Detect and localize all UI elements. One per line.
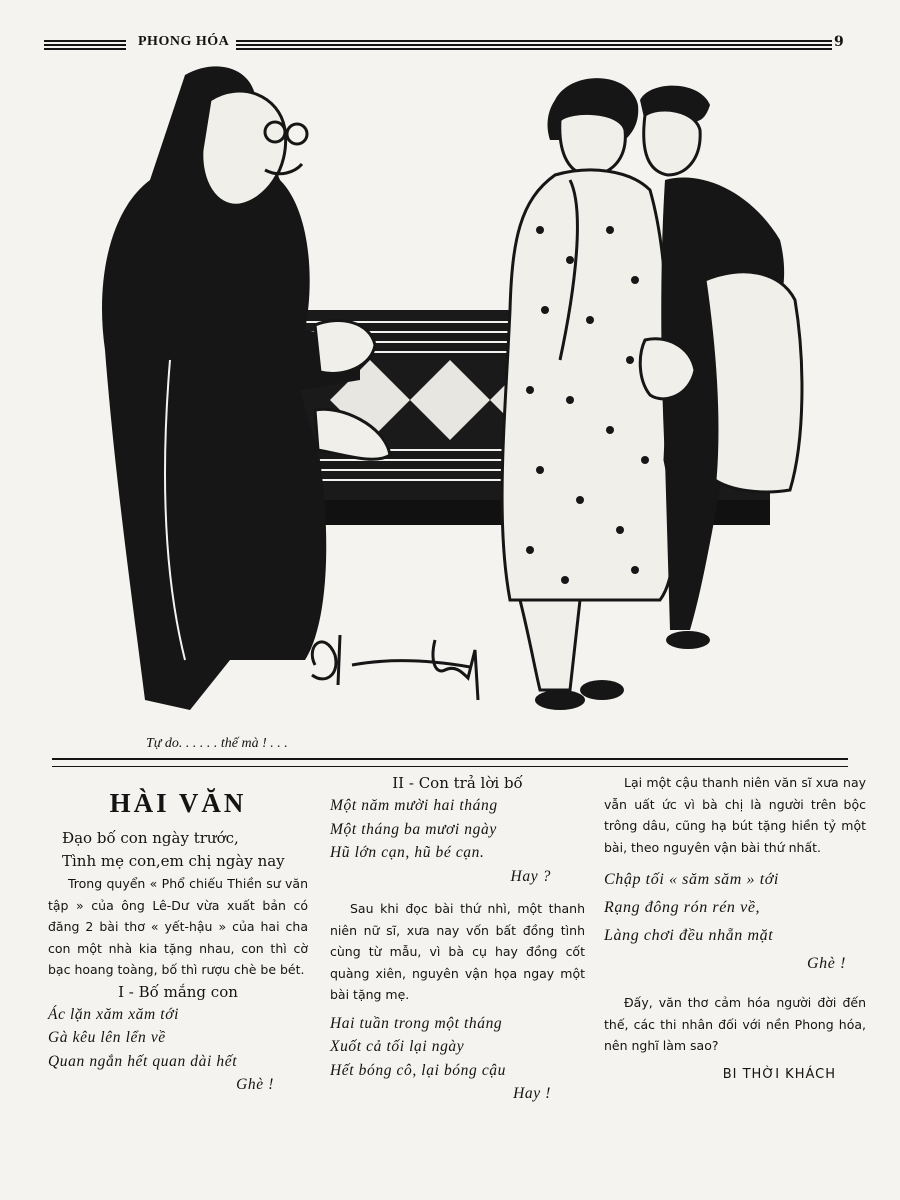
poem-line: Hũ lớn cạn, hũ bé cạn. — [330, 844, 485, 861]
middle-paragraph: Sau khi đọc bài thứ nhì, một thanh niên nữ sĩ, xưa nay vốn bất đồng tình cùng từ mẫu, vì bà cụ hay đồng cốt quàng xiên, nguyên vận họa ngay một bài tặng mẹ. — [330, 901, 585, 1002]
masthead-rule-right — [236, 40, 832, 50]
article-column-3 — [604, 772, 866, 1082]
section-2-title: II - Con trả lời bố — [392, 774, 523, 792]
article-column-1 — [48, 772, 308, 1097]
poem-1 — [48, 1003, 308, 1097]
poem-final-word: Ghè ! — [807, 955, 846, 972]
intro-paragraph: Trong quyển « Phổ chiếu Thiền sư văn tập » của ông Lê-Dư vừa xuất bản có đăng 2 bài thơ « yết-hậu » của hai cha con một nhà kia tặng nhau, con thì cờ bạc hoang toàng, bố thì rượu chè be bét. — [48, 876, 308, 977]
poem-line: Xuốt cả tối lại ngày — [330, 1038, 465, 1055]
page-number: 9 — [834, 34, 844, 50]
poem-final-word: Hay ! — [513, 1085, 551, 1102]
masthead — [44, 34, 844, 56]
poem-line: Một tháng ba mươi ngày — [330, 820, 497, 838]
cartoon-illustration — [90, 60, 830, 730]
poem-line: Quan ngắn hết quan dài hết — [48, 1052, 238, 1070]
poem-line: Làng chơi đều nhẵn mặt — [604, 927, 774, 944]
masthead-rule-left — [44, 40, 126, 50]
poem-2 — [330, 794, 585, 888]
poem-final-word: Ghè ! — [236, 1076, 274, 1093]
poem-4 — [604, 866, 866, 978]
epigraph-line: Tình mẹ con,em chị ngày nay — [62, 852, 285, 870]
poem-line: Ác lặn xăm xăm tới — [48, 1005, 179, 1023]
closing-paragraph: Đấy, văn thơ cảm hóa người đời đến thế, các thi nhân đối với nền Phong hóa, nên nghĩ làm sao? — [604, 995, 866, 1053]
right-paragraph: Lại một cậu thanh niên văn sĩ xưa nay vẫn uất ức vì bà chị là người trên bộc trông dâu, cũng hạ bút tặng hiền tỷ một bài, theo nguyên vận bài thứ nhất. — [604, 775, 866, 855]
article-headline: HÀI VĂN — [109, 788, 247, 818]
artist-signature — [312, 635, 478, 700]
poem-line: Một năm mười hai tháng — [330, 797, 498, 814]
cartoon-caption: Tự do. . . . . . thế mà ! . . . — [146, 736, 288, 751]
poem-line: Hết bóng cô, lại bóng cậu — [330, 1061, 507, 1079]
poem-line: Gà kêu lên lển về — [48, 1029, 166, 1046]
section-divider — [52, 758, 848, 767]
poem-line: Rạng đông rón rén về, — [604, 899, 761, 916]
poem-final-word: Hay ? — [510, 867, 551, 885]
epigraph — [62, 827, 308, 873]
section-1-title: I - Bố mắng con — [118, 982, 238, 1001]
poem-line: Hai tuần trong một tháng — [330, 1014, 503, 1032]
epigraph-line: Đạo bố con ngày trước, — [62, 829, 239, 847]
author-signature: BI THỜI KHÁCH — [722, 1066, 836, 1082]
poem-3 — [330, 1012, 585, 1106]
article-column-2 — [330, 772, 585, 1106]
poem-line: Chập tối « săm săm » tới — [604, 871, 779, 888]
masthead-title: PHONG HÓA — [138, 34, 230, 49]
